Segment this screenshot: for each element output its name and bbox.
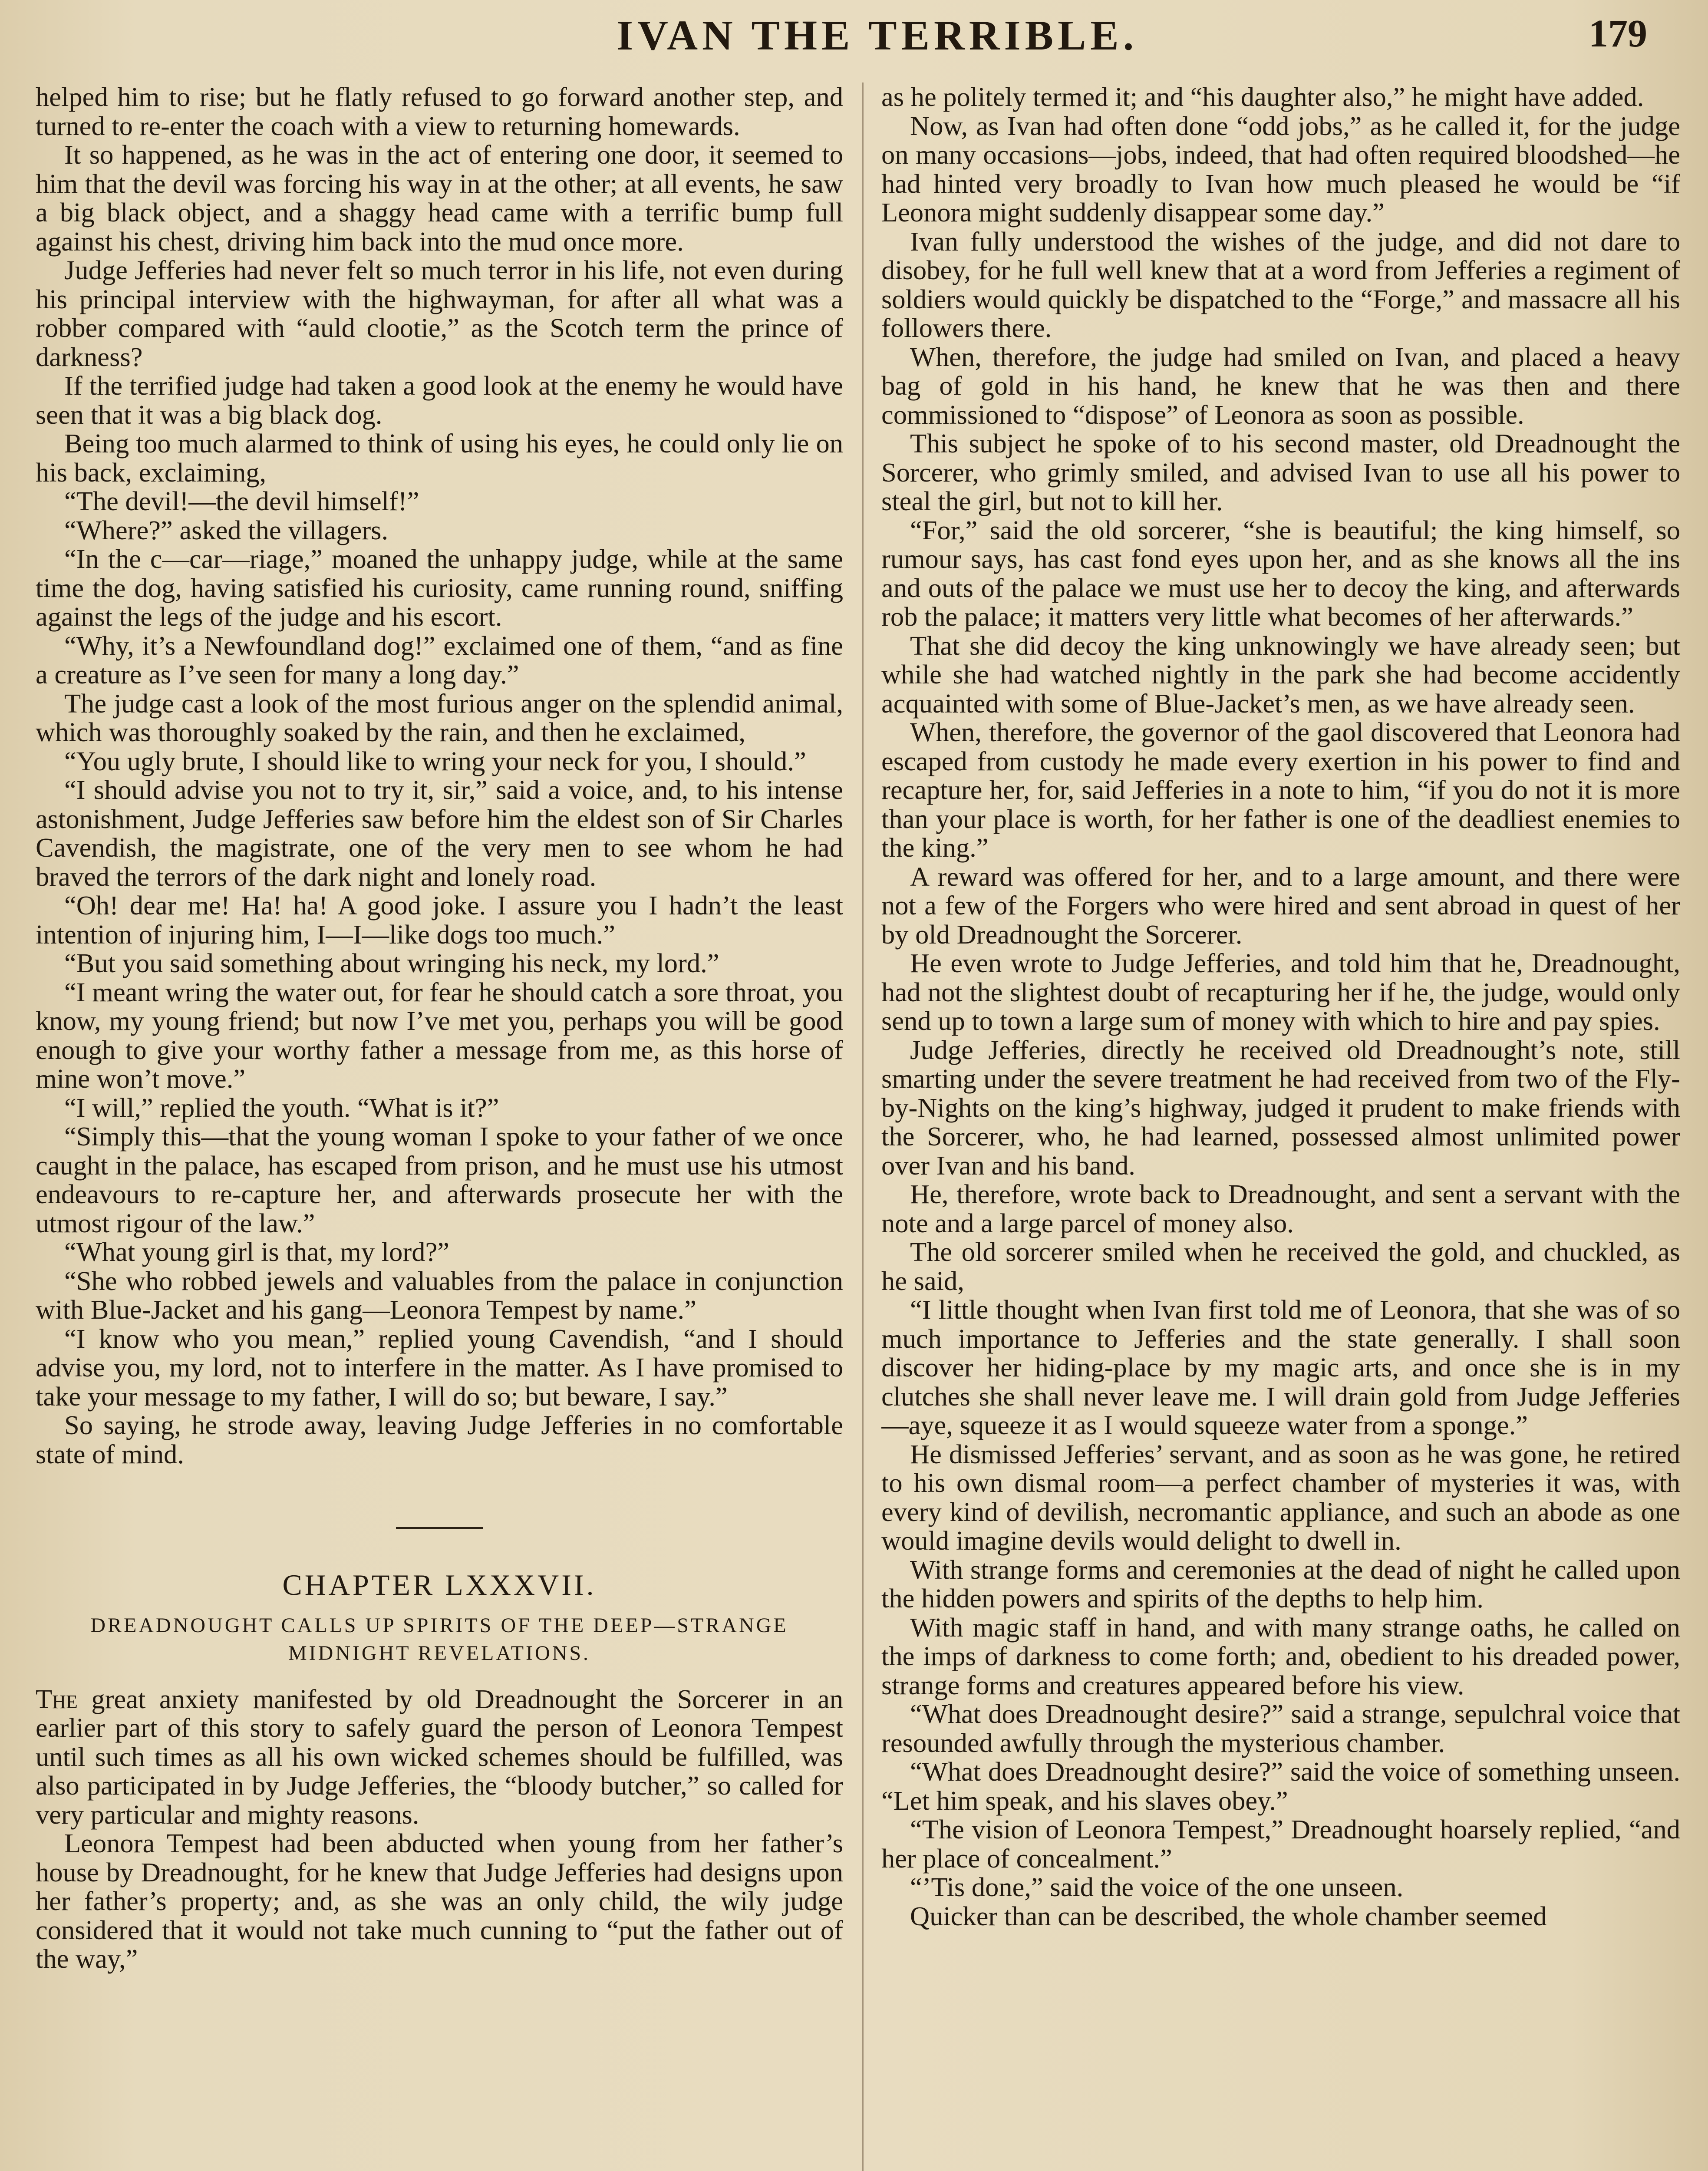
paragraph: “Oh! dear me! Ha! ha! A good joke. I assure you I hadn’t the least intention of injuring him, I—I—like dogs too much.” <box>36 890 843 950</box>
paragraph: Judge Jefferies, directly he received old Dreadnought’s note, still smarting under the severe treatment he had received from two of the Fly-by-Nights on the king’s highway, judged it prudent to make friends with the Sorcerer, who, he had learned, possessed almost unlimited power over Ivan and his band. <box>881 1034 1680 1181</box>
paragraph: If the terrified judge had taken a good look at the enemy he would have seen that it was a big black dog. <box>36 370 843 430</box>
paragraph: as he politely termed it; and “his daughter also,” he might have added. <box>881 82 1644 112</box>
paragraph: “What does Dreadnought desire?” said a strange, sepulchral voice that resounded awfully through the mysterious chamber. <box>881 1699 1680 1758</box>
chapter-heading: CHAPTER LXXXVII. <box>282 1568 597 1601</box>
paragraph: “I know who you mean,” replied young Cavendish, “and I should advise you, my lord, not to interfere in the matter. As I have promised to take your message to my father, I will do so; but beware, I say.” <box>36 1323 843 1412</box>
paragraph: “For,” said the old sorcerer, “she is beautiful; the king himself, so rumour says, has cast fond eyes upon her, and as she knows all the ins and outs of the palace we must use her to decoy the king, and afterwards rob the palace; it matters very little what becomes of her afterwards.” <box>881 515 1680 632</box>
paragraph: It so happened, as he was in the act of entering one door, it seemed to him that the devil was forcing his way in at the other; at all events, he saw a big black object, and a shaggy head came with a terrific bump full against his chest, driving him back into the mud once more. <box>36 139 843 257</box>
page-number: 179 <box>1589 12 1647 55</box>
paragraph: When, therefore, the governor of the gaol discovered that Leonora had escaped from custody he made every exertion in his power to find and recapture her, for, said Jefferies in a note to him, “if you do not it is more than your place is worth, for her father is one of the deadliest enemies to the king.” <box>881 717 1680 863</box>
paragraph: “But you said something about wringing his neck, my lord.” <box>64 948 719 978</box>
paragraph: “The vision of Leonora Tempest,” Dreadnought hoarsely replied, “and her place of concealment.” <box>881 1814 1680 1874</box>
paragraph: Ivan fully understood the wishes of the judge, and did not dare to disobey, for he full well knew that at a word from Jefferies a regiment of soldiers would quickly be dispatched to the “Forge,” and massacre all his followers there. <box>881 226 1680 343</box>
column-divider <box>862 82 864 2171</box>
paragraph: When, therefore, the judge had smiled on Ivan, and placed a heavy bag of gold in his hand, he knew that he was then and there commissioned to “dispose” of Leonora as soon as possible. <box>881 341 1680 430</box>
left-column-paragraphs <box>36 82 843 1468</box>
paragraph: Quicker than can be described, the whole chamber seemed <box>910 1900 1547 1931</box>
chapter-opening-text: great anxiety manifested by old Dreadnought the Sorcerer in an earlier part of this story to safely guard the person of Leonora Tempest until such times as all his own wicked schemes should be fulfilled, was also participated in by Judge Jefferies, the “bloody butcher,” so called for very particular and mighty reasons. <box>36 1683 843 1830</box>
paragraph: He even wrote to Judge Jefferies, and told him that he, Dreadnought, had not the slightest doubt of recapturing her if he, the judge, would only send up to town a large sum of money with which to hire and pay spies. <box>881 948 1680 1036</box>
paragraph: helped him to rise; but he flatly refused to go forward another step, and turned to re-enter the coach with a view to returning homewards. <box>36 82 843 141</box>
page-header <box>0 8 1708 60</box>
paragraph: With strange forms and ceremonies at the dead of night he called upon the hidden powers and spirits of the depths to help him. <box>881 1554 1680 1613</box>
paragraph: So saying, he strode away, leaving Judge Jefferies in no comfortable state of mind. <box>36 1410 843 1469</box>
paragraph: With magic staff in hand, and with many strange oaths, he called on the imps of darkness to come forth; and, obedient to his dreaded power, strange forms and creatures appeared before his view. <box>881 1612 1680 1700</box>
paragraph: Judge Jefferies had never felt so much terror in his life, not even during his principal interview with the highwayman, for after all what was a robber compared with “auld clootie,” as the Scotch term the prince of darkness? <box>36 255 843 372</box>
paragraph: That she did decoy the king unknowingly we have already seen; but while she had watched nightly in the park she had become accidently acquainted with some of Blue-Jacket’s men, as we have already seen. <box>881 630 1680 719</box>
paragraph: “The devil!—the devil himself!” <box>64 486 419 516</box>
chapter-divider-rule <box>396 1527 483 1529</box>
paragraph: “Why, it’s a Newfoundland dog!” exclaimed one of them, “and as fine a creature as I’ve seen for many a long day.” <box>36 630 843 690</box>
paragraph: A reward was offered for her, and to a large amount, and there were not a few of the Forgers who were hired and sent abroad in quest of her by old Dreadnought the Sorcerer. <box>881 861 1680 950</box>
paragraph: He dismissed Jefferies’ servant, and as soon as he was gone, he retired to his own dismal room—a perfect chamber of mysteries it was, with every kind of devilish, necromantic appliance, and such an abode as one would imagine devils would delight to dwell in. <box>881 1439 1680 1556</box>
paragraph: Now, as Ivan had often done “odd jobs,” as he called it, for the judge on many occasions—jobs, indeed, that had often required bloodshed—he had hinted very broadly to Ivan how much pleased he would be “if Leonora might suddenly disappear some day.” <box>881 110 1680 228</box>
running-title: IVAN THE TERRIBLE. <box>617 12 1138 59</box>
paragraph: “What does Dreadnought desire?” said the voice of something unseen. “Let him speak, and his slaves obey.” <box>881 1756 1680 1816</box>
chapter-opening-paragraph <box>36 1685 843 1829</box>
paragraph: “What young girl is that, my lord?” <box>64 1237 449 1267</box>
paragraph: “’Tis done,” said the voice of the one unseen. <box>910 1872 1404 1902</box>
paragraph: Leonora Tempest had been abducted when young from her father’s house by Dreadnought, for he knew that Judge Jefferies had designs upon her father’s property; and, as she was an only child, the wily judge considered that it would not take much cunning to “put the father out of the way,” <box>36 1828 843 1974</box>
chapter-opening-word: The <box>36 1683 78 1714</box>
paragraph: The old sorcerer smiled when he received the gold, and chuckled, as he said, <box>881 1237 1680 1296</box>
paragraph: “I will,” replied the youth. “What is it?” <box>64 1092 499 1123</box>
paragraph: “Simply this—that the young woman I spoke to your father of we once caught in the palace, has escaped from prison, and he must use his utmost endeavours to re-capture her, and afterwards prosecute her with the utmost rigour of the law.” <box>36 1121 843 1238</box>
chapter-paragraphs <box>36 1829 843 1973</box>
paragraph: This subject he spoke of to his second master, old Dreadnought the Sorcerer, who grimly smiled, and advised Ivan to use all his power to steal the girl, but not to kill her. <box>881 428 1680 516</box>
paragraph: Being too much alarmed to think of using his eyes, he could only lie on his back, exclaiming, <box>36 428 843 488</box>
paragraph: The judge cast a look of the most furious anger on the splendid animal, which was thoroughly soaked by the rain, and then he exclaimed, <box>36 688 843 747</box>
left-column <box>36 82 843 2171</box>
paragraph: “I little thought when Ivan first told me of Leonora, that she was of so much importance to Jefferies and the state generally. I shall soon discover her hiding-place by my magic arts, and once she is in my clutches she shall never leave me. I will drain gold from Judge Jefferies—aye, squeeze it as I would squeeze water from a sponge.” <box>881 1294 1680 1440</box>
paragraph: “You ugly brute, I should like to wring your neck for you, I should.” <box>64 746 806 776</box>
chapter-subtitle: DREADNOUGHT CALLS UP SPIRITS OF THE DEEP—STRANGE MIDNIGHT REVELATIONS. <box>90 1613 788 1665</box>
paragraph: “In the c—car—riage,” moaned the unhappy judge, while at the same time the dog, having satisfied his curiosity, came running round, sniffing against the legs of the judge and his escort. <box>36 544 843 632</box>
paragraph: “I meant wring the water out, for fear he should catch a sore throat, you know, my young friend; but now I’ve met you, perhaps you will be good enough to give your worthy father a message from me, as this horse of mine won’t move.” <box>36 977 843 1094</box>
paragraph: “I should advise you not to try it, sir,” said a voice, and, to his intense astonishment, Judge Jefferies saw before him the eldest son of Sir Charles Cavendish, the magistrate, one of the very men to see whom he had braved the terrors of the dark night and lonely road. <box>36 775 843 892</box>
paragraph: “She who robbed jewels and valuables from the palace in conjunction with Blue-Jacket and his gang—Leonora Tempest by name.” <box>36 1265 843 1325</box>
paragraph: “Where?” asked the villagers. <box>64 515 389 545</box>
paragraph: He, therefore, wrote back to Dreadnought, and sent a servant with the note and a large parcel of money also. <box>881 1179 1680 1238</box>
right-column <box>881 82 1680 2171</box>
right-column-paragraphs <box>881 82 1680 1930</box>
